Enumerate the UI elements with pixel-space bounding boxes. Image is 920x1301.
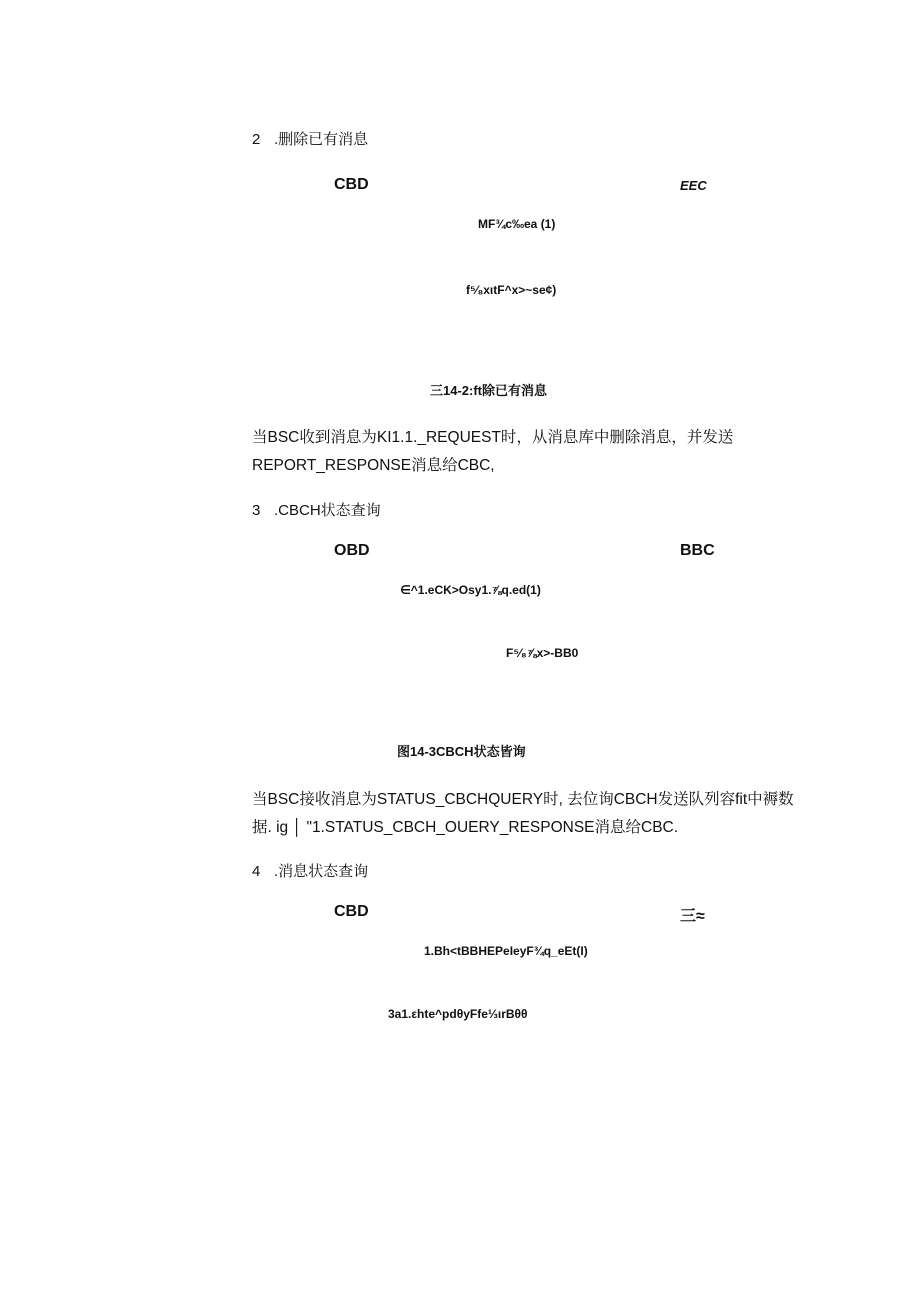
diagram-node-left: OBD (334, 542, 370, 559)
section-number: 2 (252, 131, 261, 148)
paragraph-line: REPORT_RESPONSE消息给CBC, (252, 457, 495, 474)
diagram-node-right: 三≈ (680, 908, 705, 925)
figure-caption: 图14-3CBCH状态皆询 (397, 744, 526, 759)
paragraph-line: 当BSC接收消息为STATUS_CBCHQUERY时, 去位询CBCH发送队列容fit中褥数 (252, 791, 794, 808)
section-heading (252, 128, 368, 149)
diagram-node-left: CBD (334, 903, 369, 920)
diagram-message: 1.Bh<tBBHEPeIeyF¾q_eEt(I) (424, 944, 588, 958)
section-title: .删除已有消息 (274, 131, 369, 148)
diagram-message: MF¾c‰ea (1) (478, 217, 556, 231)
figure-caption: 三14-2:ft除已有消息 (430, 383, 548, 398)
diagram-node-left: CBD (334, 176, 369, 193)
diagram-node-right: BBC (680, 542, 715, 559)
section-number: 4 (252, 863, 261, 880)
diagram-message: 3a1.εhte^pdθyFfe⅓ιrBθθ (388, 1007, 528, 1021)
paragraph-line: 当BSC收到消息为KI1.1._REQUEST时，从消息库中删除消息，并发送 (252, 429, 734, 446)
diagram-message: ∈^1.eCK>Osy1.⅞q.ed(1) (400, 583, 541, 597)
section-title: .CBCH状态查询 (274, 502, 381, 519)
section-heading (252, 860, 368, 881)
diagram-message: F⁵⁄₈⅞x>-BB0 (506, 646, 579, 660)
paragraph-line: 据. ig │ "1.STATUS_CBCH_OUERY_RESPONSE消息给CBC. (252, 819, 679, 836)
section-number: 3 (252, 502, 261, 519)
diagram-node-right: EEC (680, 178, 707, 193)
diagram-message: f⁵⁄₈xιtF^x>~se¢) (466, 283, 557, 297)
section-title: .消息状态查询 (274, 863, 369, 880)
section-heading (252, 499, 381, 520)
